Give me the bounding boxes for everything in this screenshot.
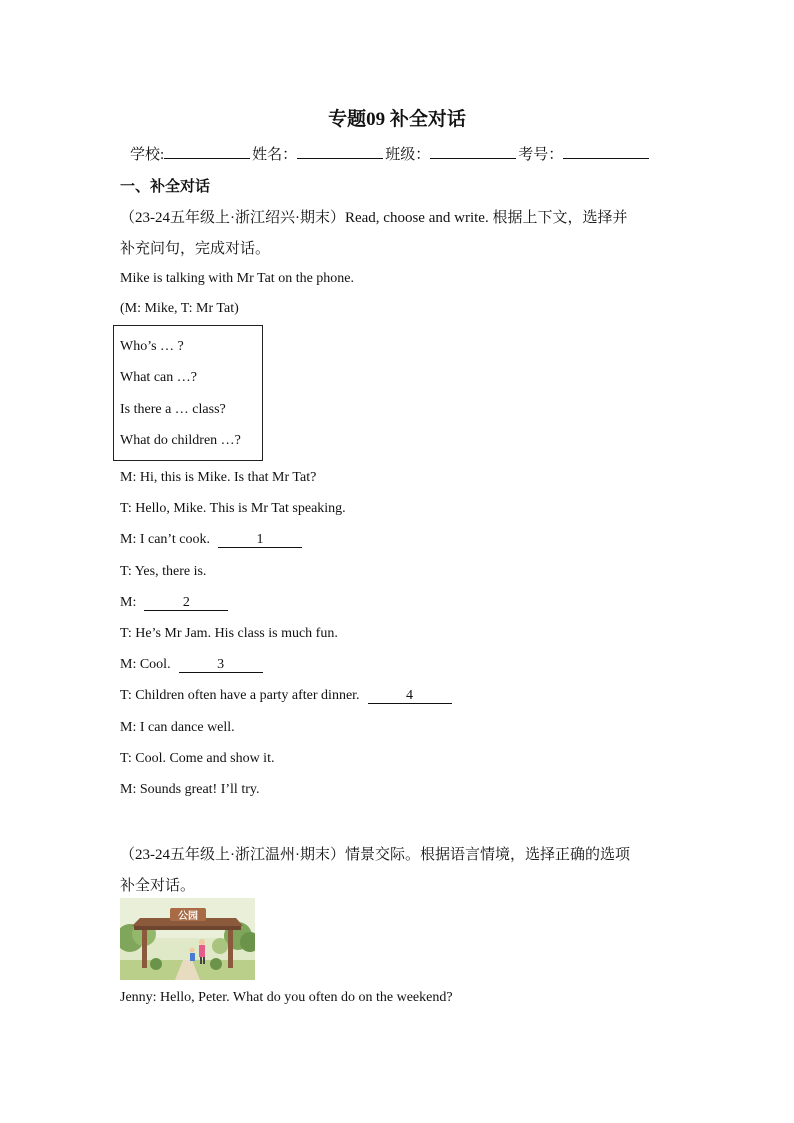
dialogue-line: T: Children often have a party after dinner. 4 [120, 688, 452, 704]
name-blank[interactable] [297, 144, 383, 159]
class-blank[interactable] [430, 144, 516, 159]
park-sign-text: 公园 [178, 911, 198, 922]
number-blank[interactable] [563, 144, 649, 159]
dialogue-line: M: I can dance well. [120, 720, 235, 735]
student-info-line [130, 143, 651, 164]
park-illustration [120, 898, 255, 980]
answer-blank-2[interactable]: 2 [144, 596, 228, 611]
dialogue-line: M: Sounds great! I’ll try. [120, 782, 260, 797]
option-item: Is there a … class? [120, 402, 226, 417]
q1-intro-line1: （23-24五年级上·浙江绍兴·期末）Read, choose and write. 根据上下文，选择并 [120, 210, 628, 226]
dialogue-line: T: Yes, there is. [120, 564, 207, 579]
school-label: 学校: [130, 147, 165, 163]
option-item: What can …? [120, 370, 197, 385]
q1-roles: (M: Mike, T: Mr Tat) [120, 301, 239, 316]
page-title: 专题09 补全对话 [328, 109, 466, 130]
dialogue-line: T: Cool. Come and show it. [120, 751, 275, 766]
dialogue-line: M: Hi, this is Mike. Is that Mr Tat? [120, 470, 317, 485]
q1-context: Mike is talking with Mr Tat on the phone. [120, 271, 355, 286]
dialogue-line: T: He’s Mr Jam. His class is much fun. [120, 626, 338, 641]
section-heading: 一、补全对话 [120, 179, 211, 195]
dialogue-line: M: 2 [120, 595, 228, 611]
number-label: 考号： [518, 147, 564, 163]
answer-blank-3[interactable]: 3 [179, 658, 263, 673]
dialogue-line: T: Hello, Mike. This is Mr Tat speaking. [120, 501, 346, 516]
q1-intro-line2: 补充问句，完成对话。 [120, 241, 271, 257]
option-item: What do children …? [120, 433, 241, 448]
dialogue-line: M: I can’t cook. 1 [120, 532, 302, 548]
class-label: 班级： [385, 147, 431, 163]
school-blank[interactable] [164, 144, 250, 159]
q2-intro-line1: （23-24五年级上·浙江温州·期末）情景交际。根据语言情境，选择正确的选项 [120, 847, 630, 863]
answer-blank-4[interactable]: 4 [368, 689, 452, 704]
q2-intro-line2: 补全对话。 [120, 878, 196, 894]
option-item: Who’s … ? [120, 339, 184, 354]
answer-blank-1[interactable]: 1 [218, 533, 302, 548]
options-box [113, 325, 263, 461]
q2-dialogue-line: Jenny: Hello, Peter. What do you often do on the weekend? [120, 990, 453, 1005]
dialogue-line: M: Cool. 3 [120, 657, 263, 673]
name-label: 姓名： [252, 147, 298, 163]
